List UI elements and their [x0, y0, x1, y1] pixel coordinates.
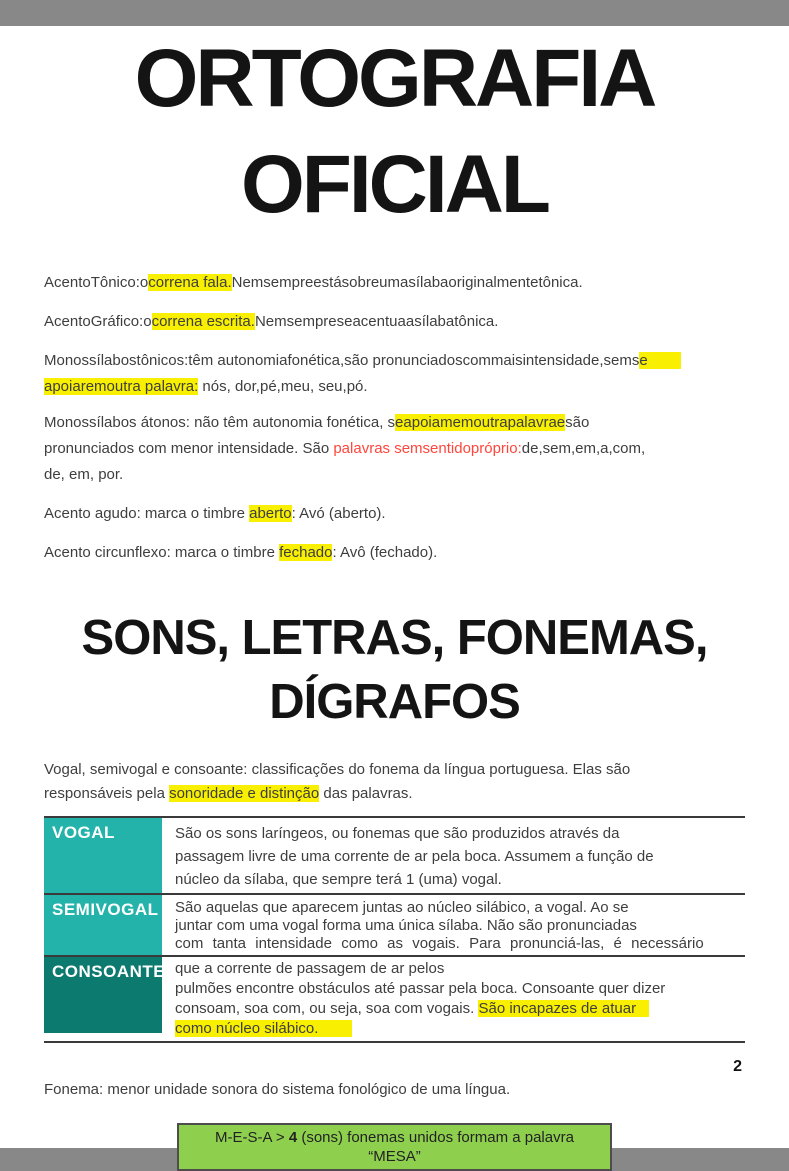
text-run-red: palavras semsentidopróprio:: [333, 440, 522, 457]
phoneme-table: [44, 816, 745, 1043]
text-run: são: [565, 414, 590, 431]
text-run-hl: eapoiamemoutrapalavrae: [395, 414, 566, 431]
table-cell-consoante: [175, 957, 745, 1041]
text-run: São aquelas que aparecem juntas ao núcleo silábico, a vogal. Ao se: [175, 899, 629, 916]
paragraph-fonema: [44, 1079, 745, 1101]
section-title-line1: SONS, LETRAS, FONEMAS,: [81, 611, 708, 665]
text-run-hl: aberto: [249, 505, 292, 522]
text-run: Nemsempreseacentuaasílabatônica.: [254, 313, 499, 330]
table-row-vogal: [44, 818, 745, 895]
text-run: : Avô (fechado).: [332, 544, 438, 561]
table-cell-semivogal: [175, 895, 745, 955]
page-number: 2: [733, 1058, 742, 1075]
text-run: pronunciados com menor intensidade. São: [44, 440, 334, 457]
text-run: das palavras.: [319, 785, 413, 802]
paragraph-acento-agudo: [44, 501, 745, 527]
page-content: [0, 26, 789, 1171]
text-run-hl: São incapazes de atuar: [478, 1000, 649, 1017]
page-title-line2: OFICIAL: [241, 139, 548, 230]
text-run-hl: fechado: [279, 544, 333, 561]
text-run: (sons) fonemas unidos formam a palavra: [297, 1129, 574, 1146]
paragraph-monossilabos-atonos: [44, 410, 745, 488]
table-label-consoante: CONSOANTE: [44, 957, 162, 1033]
text-run: M-E-S-A >: [215, 1129, 289, 1146]
page-title-line1: ORTOGRAFIA: [134, 33, 655, 124]
table-cell-vogal: [175, 818, 745, 893]
text-run: que a corrente de passagem de ar pelos: [175, 960, 445, 977]
document-page: [0, 26, 789, 1165]
text-run: Vogal, semivogal e consoante: classificações do fonema da língua portuguesa. Elas são: [44, 761, 631, 778]
paragraph-acento-tonico: [44, 270, 745, 296]
text-run: de,sem,em,a,com,: [521, 440, 646, 457]
mesa-note-line1: [215, 1129, 574, 1146]
table-row-semivogal: [44, 895, 745, 957]
text-run: AcentoGráfico:o: [44, 313, 152, 330]
table-row-consoante: [44, 957, 745, 1043]
text-run-hl: apoiaremoutra palavra:: [44, 378, 199, 395]
text-run: responsáveis pela: [44, 785, 170, 802]
text-run: núcleo da sílaba, que sempre terá 1 (uma) vogal.: [175, 871, 502, 888]
text-run-b: 4: [288, 1129, 298, 1146]
text-run: Fonema: menor unidade sonora do sistema fonológico de uma língua.: [44, 1081, 511, 1098]
mesa-note-line2: “MESA”: [368, 1148, 421, 1165]
text-run: passagem livre de uma corrente de ar pela boca. Assumem a função de: [175, 848, 654, 865]
text-run: Monossílabostônicos:têm autonomiafonética,são pronunciadoscommaisintensidade,sems: [44, 352, 640, 369]
text-run: consoam, soa com, ou seja, soa com vogais.: [175, 1000, 479, 1017]
paragraph-acento-grafico: [44, 309, 745, 335]
text-run: Monossílabos átonos: não têm autonomia fonética, s: [44, 414, 396, 431]
text-run: São os sons laríngeos, ou fonemas que são produzidos através da: [175, 825, 620, 842]
text-run-hl: correna fala.: [148, 274, 232, 291]
text-run: de, em, por.: [44, 466, 124, 483]
text-run: juntar com uma vogal forma uma única sílaba. Não são pronunciadas: [175, 917, 637, 934]
paragraph-acento-circunflexo: [44, 540, 745, 566]
mesa-note-box: [177, 1123, 612, 1171]
section-title-line2: DÍGRAFOS: [269, 675, 520, 729]
text-run: nós, dor,pé,meu, seu,pó.: [198, 378, 368, 395]
paragraph-vogal-intro: [44, 758, 745, 806]
text-run: : Avó (aberto).: [291, 505, 386, 522]
table-label-semivogal: SEMIVOGAL: [44, 895, 162, 955]
text-run: Nemsempreestásobreumasílabaoriginalmentetônica.: [231, 274, 583, 291]
text-run-hl: correna escrita.: [151, 313, 255, 330]
section-title: [44, 606, 745, 734]
text-run-just: com tanta intensidade como as vogais. Para pronunciá-las, é necessário: [175, 935, 704, 952]
paragraph-monossilabos-tonicos: [44, 348, 745, 400]
text-run-hl: sonoridade e distinção: [169, 785, 320, 802]
table-label-vogal: VOGAL: [44, 818, 162, 893]
text-run: AcentoTônico:o: [44, 274, 149, 291]
text-run-hl: como núcleo silábico.: [175, 1020, 352, 1037]
text-run: pulmões encontre obstáculos até passar pela boca. Consoante quer dizer: [175, 980, 666, 997]
page-title: [44, 26, 745, 238]
text-run: Acento circunflexo: marca o timbre: [44, 544, 280, 561]
text-run-hl: e: [639, 352, 682, 369]
text-run: Acento agudo: marca o timbre: [44, 505, 250, 522]
